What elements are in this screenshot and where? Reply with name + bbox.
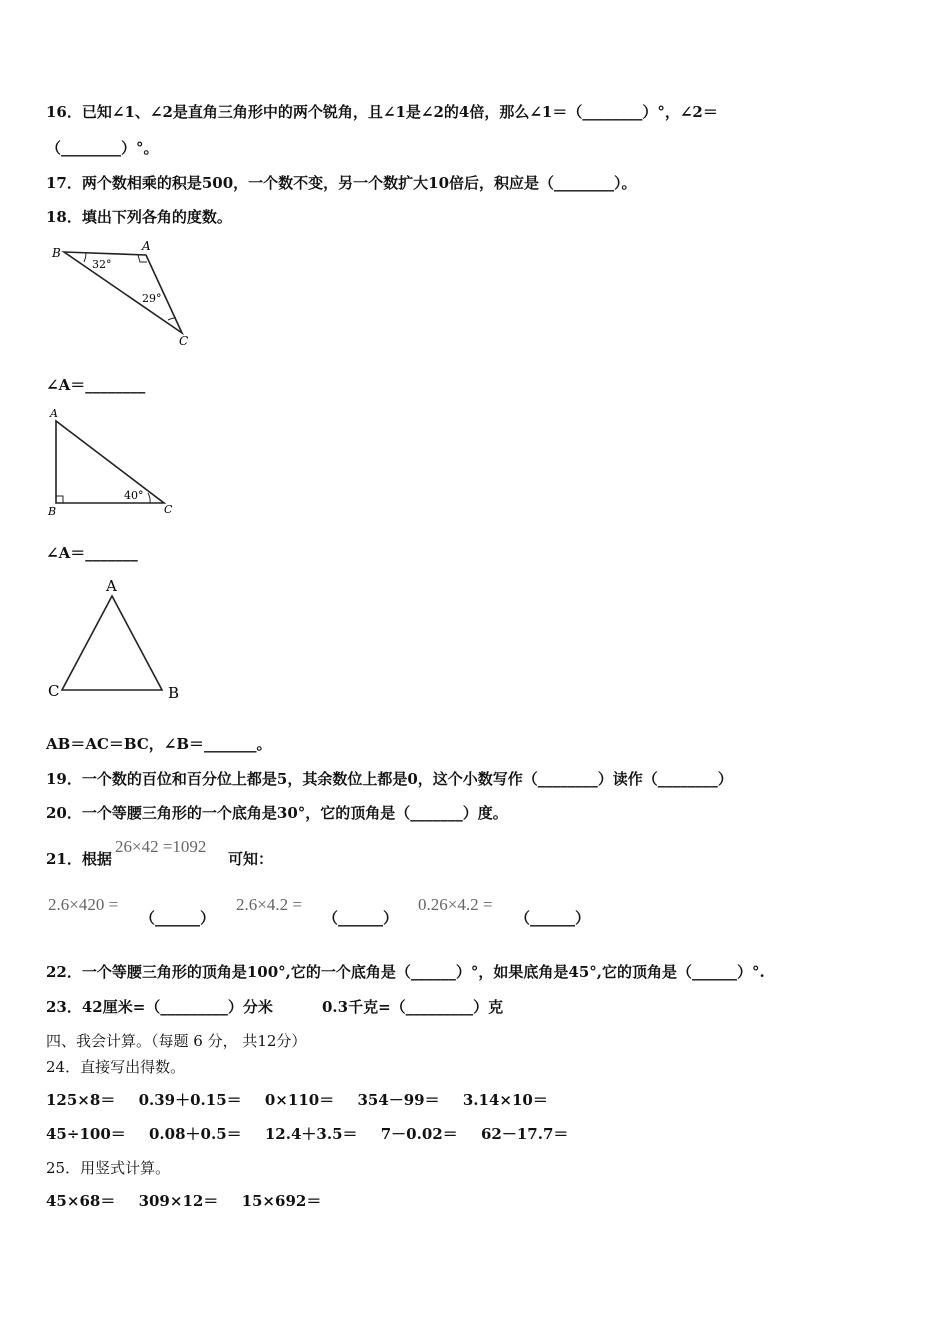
question-18-answer-2: ∠A＝_______ [46,544,138,562]
triangle-figure-1 [46,238,196,348]
question-21-suffix: 可知： [228,850,274,868]
question-24-title: 24．直接写出得数。 [46,1058,186,1076]
fig3-label-c: C [48,682,60,700]
question-18-title: 18．填出下列各角的度数。 [46,208,232,226]
question-23-part-1: 23．42厘米=（_________）分米 [46,998,273,1016]
calc-item: 309×12＝ [138,1192,219,1210]
fig2-angle-c: 40° [124,489,144,502]
question-25-title: 25．用竖式计算。 [46,1159,171,1177]
question-16-line-1: 16．已知∠1、∠2是直角三角形中的两个锐角，且∠1是∠2的4倍，那么∠1＝（________）°，∠2＝ [46,103,718,121]
question-21-blank-3: （______） [515,909,591,927]
question-20: 20．一个等腰三角形的一个底角是30°，它的顶角是（_______）度。 [46,804,508,822]
fig1-label-c: C [179,334,189,348]
calc-item: 125×8＝ [46,1091,116,1109]
calc-item: 12.4＋3.5＝ [264,1125,358,1143]
question-25-row [46,1191,339,1211]
calc-item: 7－0.02＝ [380,1125,458,1143]
question-21-expr-2: 2.6×4.2 = [236,895,302,914]
fig1-label-a: A [142,239,151,253]
fig1-angle-b: 32° [92,258,112,271]
calc-item: 0.08＋0.5＝ [149,1125,242,1143]
calc-item: 0.39＋0.15＝ [138,1091,242,1109]
question-21-expr-1: 2.6×420 = [48,895,119,914]
fig3-label-b: B [168,684,180,702]
calc-item: 0×110＝ [264,1091,335,1109]
fig2-label-c: C [164,503,173,516]
triangle-figure-3 [46,572,196,707]
question-18-answer-3: AB＝AC＝BC，∠B＝_______。 [46,735,272,753]
fig3-label-a: A [106,577,117,595]
calc-item: 15×692＝ [241,1192,322,1210]
question-24-row-2 [46,1124,586,1144]
section-4-heading: 四、我会计算。（每题 6 分， 共12分） [46,1032,307,1050]
question-21-blank-2: （______） [323,909,399,927]
fig1-angle-c: 29° [142,292,162,305]
question-19: 19．一个数的百位和百分位上都是5，其余数位上都是0，这个小数写作（________）读作（________） [46,770,733,788]
question-24-row-1 [46,1090,566,1110]
question-21-expr-3: 0.26×4.2 = [418,895,493,914]
calc-item: 62－17.7＝ [480,1125,569,1143]
question-18-answer-1: ∠A＝________ [46,376,146,394]
calc-item: 3.14×10＝ [462,1091,548,1109]
question-21-blank-1: （______） [140,909,216,927]
fig2-label-b: B [48,505,57,517]
triangle-figure-2 [46,405,186,517]
fig2-label-a: A [50,407,58,420]
calc-item: 354－99＝ [357,1091,440,1109]
calc-item: 45×68＝ [46,1192,116,1210]
calc-item: 45÷100＝ [46,1125,126,1143]
question-16-line-2: （________）°。 [46,139,159,157]
question-23-part-2: 0.3千克=（_________）克 [322,998,504,1016]
question-21-prefix: 21．根据 [46,850,112,868]
question-22: 22．一个等腰三角形的顶角是100°,它的一个底角是（______）°，如果底角是45°,它的顶角是（______）°. [46,963,765,981]
question-21-formula: 26×42 =1092 [115,837,207,856]
question-17: 17．两个数相乘的积是500，一个数不变，另一个数扩大10倍后，积应是（________）。 [46,174,637,192]
fig1-label-b: B [52,246,61,260]
